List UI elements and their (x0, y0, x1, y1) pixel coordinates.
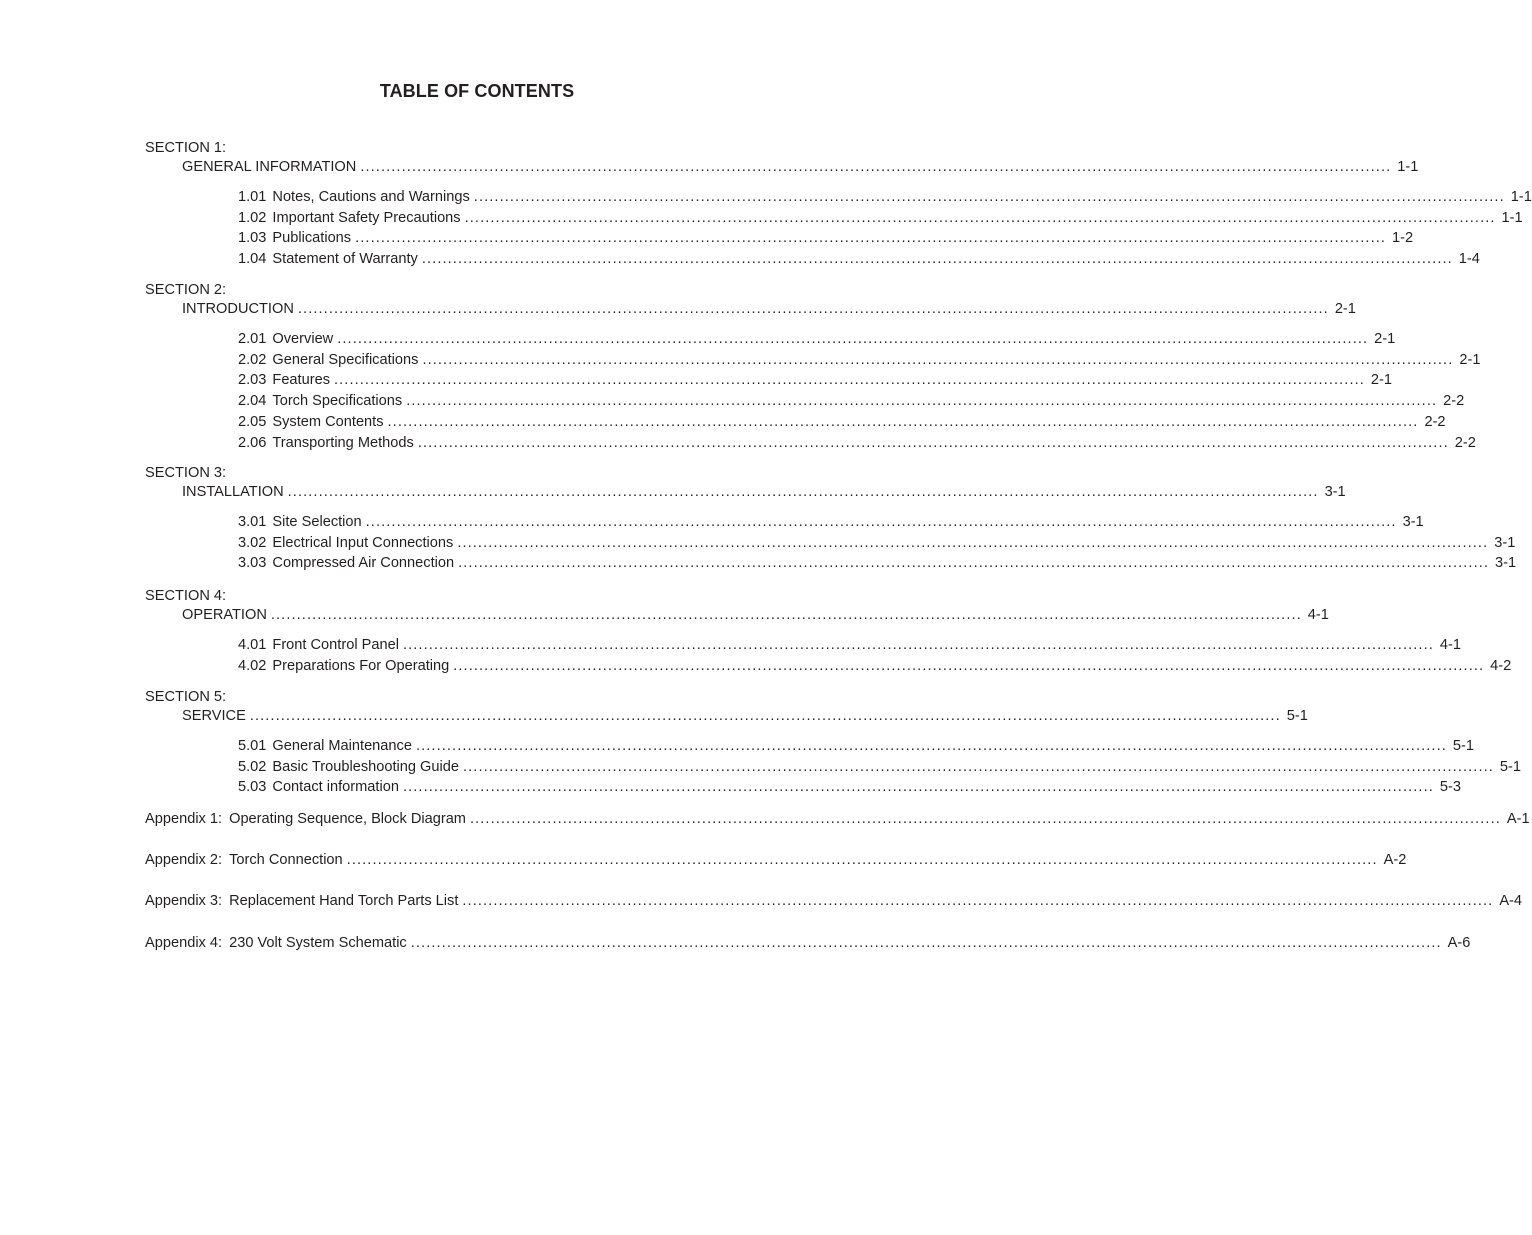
section-heading: SECTION 5: (145, 689, 227, 705)
entry-title: Appendix 3: Replacement Hand Torch Parts List (145, 893, 459, 909)
entry-title: 3.01 Site Selection (238, 514, 362, 530)
page-number: 1-2 (1392, 230, 1414, 247)
toc-item-1-03[interactable] (238, 228, 1414, 248)
page-number: 2-2 (1424, 413, 1446, 430)
section-heading: SECTION 3: (145, 465, 227, 481)
page-number: A-6 (1447, 935, 1471, 951)
item-number: 5.01 (238, 738, 267, 754)
item-number: 5.02 (238, 758, 267, 775)
section-heading: SECTION 1: (145, 140, 227, 156)
dot-leader: ........................................................................................................................................................................................................ (463, 758, 1494, 775)
page-number: 2-1 (1459, 351, 1481, 368)
item-number: 2.02 (238, 351, 267, 368)
page-number: A-2 (1383, 852, 1407, 868)
dot-leader: ........................................................................................................................................................................................................ (337, 331, 1369, 347)
section-title-entry[interactable] (182, 482, 1346, 502)
toc-item-2-02[interactable] (238, 350, 1481, 370)
page-number: 1-1 (1510, 189, 1532, 205)
dot-leader: ........................................................................................................................................................................................................ (462, 893, 1494, 909)
item-number: 1.04 (238, 251, 267, 268)
page-number: 2-2 (1454, 434, 1476, 451)
page-number: 3-1 (1495, 555, 1517, 572)
item-number: 3.02 (238, 534, 267, 551)
page-number: 1-1 (1501, 209, 1523, 226)
item-number: 2.05 (238, 413, 267, 430)
dot-leader: ........................................................................................................................................................................................................ (415, 738, 1447, 754)
dot-leader: ........................................................................................................................................................................................................ (346, 852, 1378, 868)
entry-title: 4.01 Front Control Panel (238, 637, 399, 653)
item-number: 4.02 (238, 657, 267, 674)
entry-title: 4.02 Preparations For Operating (238, 657, 450, 674)
toc-item-1-02[interactable] (238, 208, 1523, 228)
appendix-label: Appendix 4: (145, 935, 223, 951)
entry-title: OPERATION (182, 607, 267, 623)
dot-leader: ........................................................................................................................................................................................................ (287, 484, 1319, 500)
item-number: 2.01 (238, 331, 267, 347)
dot-leader: ........................................................................................................................................................................................................ (365, 514, 1397, 530)
entry-title: GENERAL INFORMATION (182, 159, 357, 175)
entry-title: 1.04 Statement of Warranty (238, 251, 418, 268)
page-number: 4-1 (1439, 637, 1461, 653)
page-number: 3-1 (1324, 484, 1346, 500)
page-number: 5-1 (1499, 758, 1522, 775)
item-number: 2.06 (238, 434, 267, 451)
entry-title: 2.05 System Contents (238, 413, 384, 430)
dot-leader: ........................................................................................................................................................................................................ (406, 393, 1438, 410)
page-number: A-1 (1506, 811, 1530, 827)
section-heading: SECTION 2: (145, 282, 227, 298)
item-number: 2.04 (238, 393, 267, 410)
entry-title: 5.01 General Maintenance (238, 738, 412, 754)
entry-title: 1.01 Notes, Cautions and Warnings (238, 189, 470, 205)
toc-item-3-03[interactable] (238, 553, 1517, 573)
page-number: 1-1 (1397, 159, 1419, 175)
item-number: 1.02 (238, 209, 267, 226)
page-number: 2-1 (1334, 301, 1356, 317)
appendix-entry-2[interactable] (145, 850, 1407, 870)
dot-leader: ........................................................................................................................................................................................................ (297, 301, 1329, 317)
item-number: 4.01 (238, 637, 267, 653)
page-number: 2-1 (1370, 372, 1393, 389)
section-heading: SECTION 4: (145, 588, 227, 604)
page-number: A-4 (1499, 893, 1523, 909)
entry-title: 2.03 Features (238, 372, 330, 389)
dot-leader: ........................................................................................................................................................................................................ (458, 555, 1490, 572)
dot-leader: ........................................................................................................................................................................................................ (422, 351, 1454, 368)
item-number: 3.03 (238, 555, 267, 572)
toc-item-2-01[interactable] (238, 329, 1396, 349)
page-number: 5-3 (1439, 779, 1461, 796)
entry-title: INSTALLATION (182, 484, 284, 500)
dot-leader: ........................................................................................................................................................................................................ (334, 372, 1365, 389)
toc-item-2-03[interactable] (238, 370, 1393, 390)
appendix-entry-4[interactable] (145, 933, 1471, 953)
dot-leader: ........................................................................................................................................................................................................ (457, 534, 1489, 551)
dot-leader: ........................................................................................................................................................................................................ (464, 209, 1496, 226)
entry-title: SERVICE (182, 708, 246, 724)
page-number: 1-4 (1458, 251, 1480, 268)
page-number: 2-1 (1374, 331, 1396, 347)
section-title-entry[interactable] (182, 605, 1329, 625)
section-title-entry[interactable] (182, 299, 1356, 319)
toc-item-2-06[interactable] (238, 433, 1476, 453)
toc-item-3-01[interactable] (238, 512, 1424, 532)
dot-leader: ........................................................................................................................................................................................................ (453, 657, 1485, 674)
toc-item-1-01[interactable] (238, 187, 1532, 207)
entry-title: 5.03 Contact information (238, 779, 399, 796)
entry-title: 2.04 Torch Specifications (238, 393, 403, 410)
entry-title: Appendix 1: Operating Sequence, Block Diagram (145, 811, 466, 827)
entry-title: 3.03 Compressed Air Connection (238, 555, 455, 572)
dot-leader: ........................................................................................................................................................................................................ (402, 779, 1434, 796)
appendix-label: Appendix 2: (145, 852, 223, 868)
toc-item-5-03[interactable] (238, 777, 1461, 797)
toc-item-2-04[interactable] (238, 391, 1465, 411)
page-number: 5-1 (1452, 738, 1474, 754)
page-number: 5-1 (1286, 708, 1308, 724)
appendix-entry-1[interactable] (145, 809, 1530, 829)
appendix-label: Appendix 1: (145, 811, 223, 827)
toc-item-3-02[interactable] (238, 533, 1516, 553)
entry-title: Appendix 2: Torch Connection (145, 852, 343, 868)
page-number: 3-1 (1494, 534, 1516, 551)
page-number: 4-2 (1490, 657, 1512, 674)
dot-leader: ........................................................................................................................................................................................................ (270, 607, 1302, 623)
toc-item-1-04[interactable] (238, 249, 1480, 269)
page-number: 2-2 (1443, 393, 1465, 410)
item-number: 3.01 (238, 514, 267, 530)
entry-title: Appendix 4: 230 Volt System Schematic (145, 935, 407, 951)
entry-title: 1.03 Publications (238, 230, 352, 247)
toc-item-5-01[interactable] (238, 736, 1474, 756)
section-title-entry[interactable] (182, 157, 1419, 177)
dot-leader: ........................................................................................................................................................................................................ (402, 637, 1434, 653)
appendix-entry-3[interactable] (145, 891, 1523, 911)
dot-leader: ........................................................................................................................................................................................................ (355, 230, 1387, 247)
item-number: 1.01 (238, 189, 267, 205)
dot-leader: ........................................................................................................................................................................................................ (249, 708, 1281, 724)
entry-title: 1.02 Important Safety Precautions (238, 209, 461, 226)
dot-leader: ........................................................................................................................................................................................................ (473, 189, 1505, 205)
item-number: 2.03 (238, 372, 267, 389)
dot-leader: ........................................................................................................................................................................................................ (469, 811, 1501, 827)
entry-title: INTRODUCTION (182, 301, 294, 317)
page-number: 4-1 (1307, 607, 1329, 623)
entry-title: 5.02 Basic Troubleshooting Guide (238, 758, 459, 775)
toc-item-5-02[interactable] (238, 757, 1522, 777)
dot-leader: ........................................................................................................................................................................................................ (421, 251, 1453, 268)
toc-item-2-05[interactable] (238, 412, 1446, 432)
entry-title: 3.02 Electrical Input Connections (238, 534, 454, 551)
item-number: 1.03 (238, 230, 267, 247)
dot-leader: ........................................................................................................................................................................................................ (387, 413, 1419, 430)
entry-title: 2.02 General Specifications (238, 351, 419, 368)
section-title-entry[interactable] (182, 706, 1308, 726)
toc-item-4-02[interactable] (238, 656, 1512, 676)
item-number: 5.03 (238, 779, 267, 796)
toc-item-4-01[interactable] (238, 635, 1461, 655)
page-title: TABLE OF CONTENTS (379, 81, 575, 101)
entry-title: 2.06 Transporting Methods (238, 434, 414, 451)
dot-leader: ........................................................................................................................................................................................................ (417, 434, 1449, 451)
dot-leader: ........................................................................................................................................................................................................ (410, 935, 1442, 951)
dot-leader: ........................................................................................................................................................................................................ (360, 159, 1392, 175)
appendix-label: Appendix 3: (145, 893, 223, 909)
page-number: 3-1 (1402, 514, 1424, 530)
entry-title: 2.01 Overview (238, 331, 334, 347)
